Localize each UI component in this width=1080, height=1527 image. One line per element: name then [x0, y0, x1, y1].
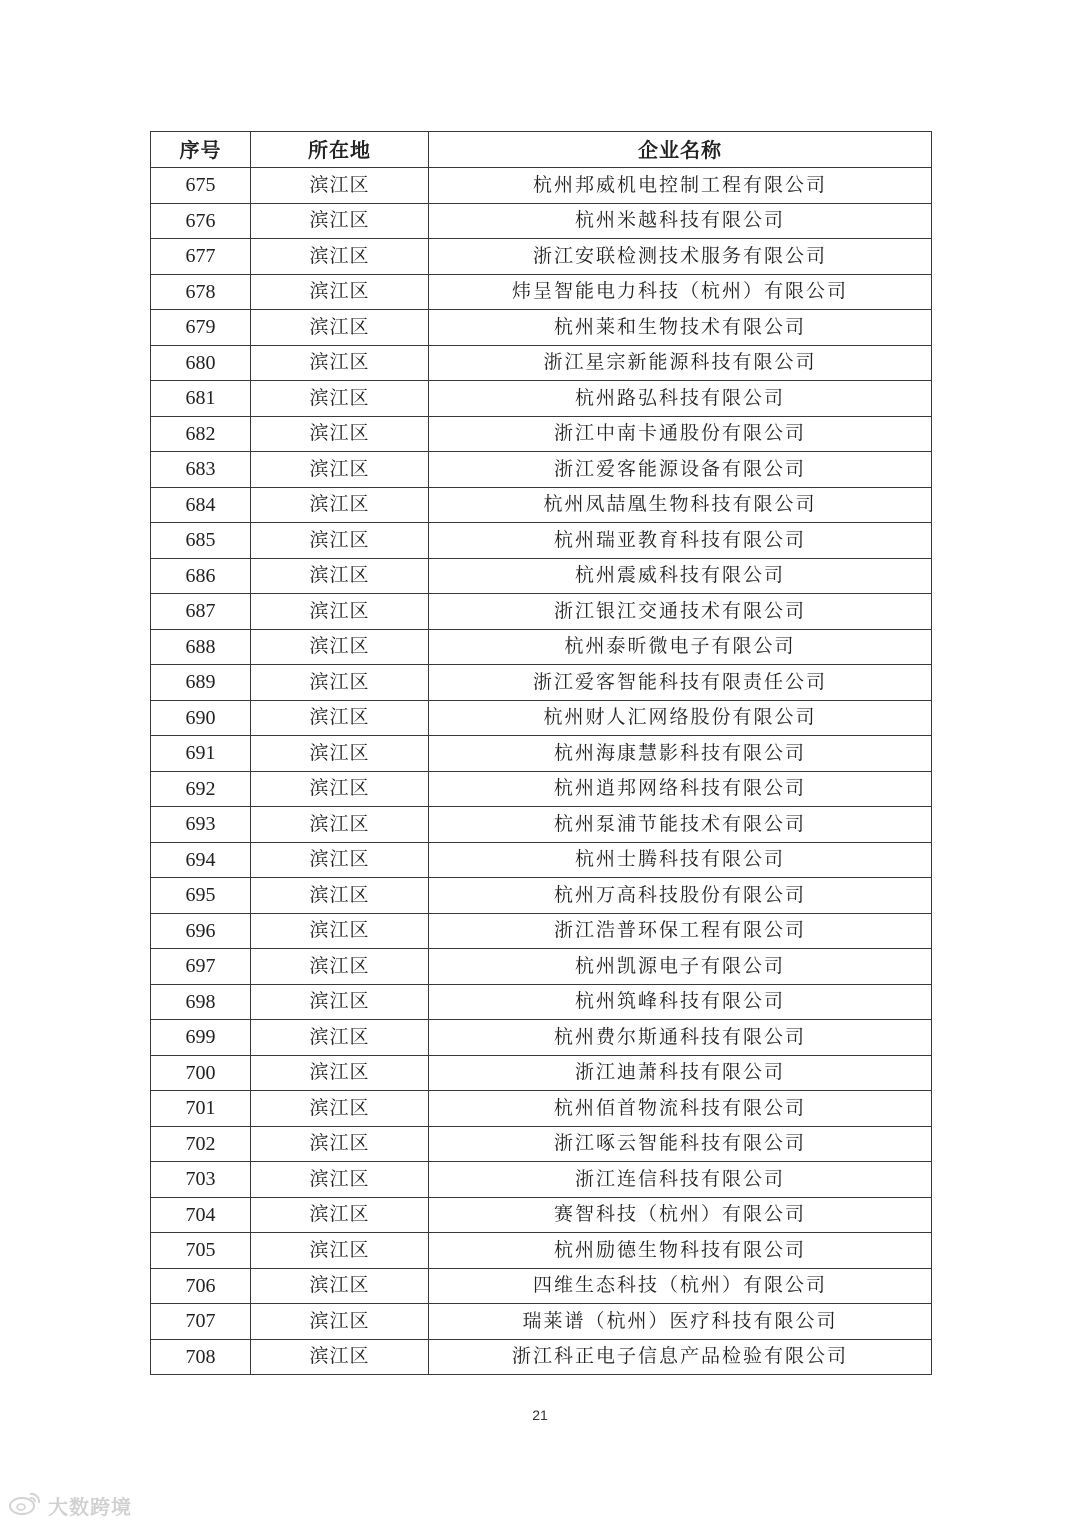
cell-company-name: 浙江爱客能源设备有限公司	[429, 452, 932, 488]
cell-serial-number: 675	[151, 168, 251, 204]
cell-company-name: 杭州路弘科技有限公司	[429, 381, 932, 417]
cell-location: 滨江区	[251, 594, 429, 630]
cell-company-name: 杭州励德生物科技有限公司	[429, 1233, 932, 1269]
cell-serial-number: 706	[151, 1268, 251, 1304]
cell-company-name: 浙江中南卡通股份有限公司	[429, 416, 932, 452]
header-company-name: 企业名称	[429, 132, 932, 168]
table-row	[151, 1233, 932, 1269]
table-row	[151, 1162, 932, 1198]
cell-location: 滨江区	[251, 1268, 429, 1304]
cell-company-name: 杭州万高科技股份有限公司	[429, 878, 932, 914]
cell-serial-number: 696	[151, 913, 251, 949]
watermark-text: 大数跨境	[48, 1494, 132, 1519]
cell-company-name: 杭州筑峰科技有限公司	[429, 984, 932, 1020]
table-row	[151, 736, 932, 772]
table-row	[151, 558, 932, 594]
cell-serial-number: 683	[151, 452, 251, 488]
cell-company-name: 杭州逍邦网络科技有限公司	[429, 771, 932, 807]
cell-location: 滨江区	[251, 984, 429, 1020]
cell-company-name: 杭州佰首物流科技有限公司	[429, 1091, 932, 1127]
cell-serial-number: 682	[151, 416, 251, 452]
cell-location: 滨江区	[251, 736, 429, 772]
cell-location: 滨江区	[251, 310, 429, 346]
table-row	[151, 168, 932, 204]
cell-serial-number: 687	[151, 594, 251, 630]
cell-company-name: 杭州士腾科技有限公司	[429, 842, 932, 878]
cell-company-name: 杭州凤喆凰生物科技有限公司	[429, 487, 932, 523]
page-number: 21	[532, 1407, 548, 1423]
weibo-logo-icon	[8, 1490, 42, 1520]
table-row	[151, 1091, 932, 1127]
cell-company-name: 杭州泰昕微电子有限公司	[429, 629, 932, 665]
cell-serial-number: 677	[151, 239, 251, 275]
table-row	[151, 1055, 932, 1091]
cell-serial-number: 697	[151, 949, 251, 985]
cell-serial-number: 689	[151, 665, 251, 701]
cell-location: 滨江区	[251, 1055, 429, 1091]
cell-location: 滨江区	[251, 416, 429, 452]
table-row	[151, 984, 932, 1020]
cell-company-name: 杭州莱和生物技术有限公司	[429, 310, 932, 346]
table-row	[151, 381, 932, 417]
cell-location: 滨江区	[251, 913, 429, 949]
cell-company-name: 杭州费尔斯通科技有限公司	[429, 1020, 932, 1056]
cell-location: 滨江区	[251, 842, 429, 878]
table-row	[151, 416, 932, 452]
cell-location: 滨江区	[251, 1091, 429, 1127]
cell-company-name: 瑞莱谱（杭州）医疗科技有限公司	[429, 1304, 932, 1340]
cell-location: 滨江区	[251, 1339, 429, 1375]
table-row	[151, 1126, 932, 1162]
cell-company-name: 浙江安联检测技术服务有限公司	[429, 239, 932, 275]
cell-location: 滨江区	[251, 1020, 429, 1056]
cell-serial-number: 685	[151, 523, 251, 559]
table-row	[151, 239, 932, 275]
cell-serial-number: 700	[151, 1055, 251, 1091]
table-row	[151, 842, 932, 878]
enterprise-table	[150, 131, 932, 1375]
cell-location: 滨江区	[251, 1233, 429, 1269]
table-row	[151, 274, 932, 310]
cell-company-name: 浙江爱客智能科技有限责任公司	[429, 665, 932, 701]
cell-serial-number: 702	[151, 1126, 251, 1162]
cell-serial-number: 686	[151, 558, 251, 594]
cell-serial-number: 705	[151, 1233, 251, 1269]
table-row	[151, 345, 932, 381]
cell-location: 滨江区	[251, 345, 429, 381]
cell-serial-number: 693	[151, 807, 251, 843]
table-row	[151, 665, 932, 701]
cell-company-name: 浙江连信科技有限公司	[429, 1162, 932, 1198]
cell-serial-number: 690	[151, 700, 251, 736]
table-row	[151, 629, 932, 665]
cell-location: 滨江区	[251, 665, 429, 701]
table-body	[151, 168, 932, 1375]
table-header-row	[151, 132, 932, 168]
cell-serial-number: 678	[151, 274, 251, 310]
cell-company-name: 炜呈智能电力科技（杭州）有限公司	[429, 274, 932, 310]
cell-serial-number: 679	[151, 310, 251, 346]
cell-location: 滨江区	[251, 629, 429, 665]
cell-company-name: 浙江啄云智能科技有限公司	[429, 1126, 932, 1162]
table-row	[151, 523, 932, 559]
table-row	[151, 594, 932, 630]
table-row	[151, 1268, 932, 1304]
cell-company-name: 杭州海康慧影科技有限公司	[429, 736, 932, 772]
cell-location: 滨江区	[251, 1304, 429, 1340]
cell-company-name: 杭州财人汇网络股份有限公司	[429, 700, 932, 736]
table-row	[151, 452, 932, 488]
cell-location: 滨江区	[251, 949, 429, 985]
cell-company-name: 浙江浩普环保工程有限公司	[429, 913, 932, 949]
cell-location: 滨江区	[251, 878, 429, 914]
cell-location: 滨江区	[251, 487, 429, 523]
cell-serial-number: 703	[151, 1162, 251, 1198]
cell-location: 滨江区	[251, 771, 429, 807]
table-row	[151, 807, 932, 843]
cell-serial-number: 692	[151, 771, 251, 807]
cell-location: 滨江区	[251, 523, 429, 559]
table-row	[151, 700, 932, 736]
cell-location: 滨江区	[251, 274, 429, 310]
cell-company-name: 浙江银江交通技术有限公司	[429, 594, 932, 630]
cell-company-name: 杭州米越科技有限公司	[429, 203, 932, 239]
cell-company-name: 杭州泵浦节能技术有限公司	[429, 807, 932, 843]
table-row	[151, 913, 932, 949]
table-row	[151, 1020, 932, 1056]
table-row	[151, 771, 932, 807]
cell-company-name: 杭州凯源电子有限公司	[429, 949, 932, 985]
table-row	[151, 1197, 932, 1233]
cell-company-name: 四维生态科技（杭州）有限公司	[429, 1268, 932, 1304]
cell-serial-number: 708	[151, 1339, 251, 1375]
cell-company-name: 浙江迪萧科技有限公司	[429, 1055, 932, 1091]
cell-serial-number: 684	[151, 487, 251, 523]
cell-serial-number: 680	[151, 345, 251, 381]
cell-serial-number: 698	[151, 984, 251, 1020]
table-row	[151, 487, 932, 523]
cell-serial-number: 688	[151, 629, 251, 665]
cell-location: 滨江区	[251, 239, 429, 275]
cell-company-name: 杭州震威科技有限公司	[429, 558, 932, 594]
cell-location: 滨江区	[251, 1162, 429, 1198]
cell-location: 滨江区	[251, 168, 429, 204]
cell-location: 滨江区	[251, 807, 429, 843]
cell-serial-number: 691	[151, 736, 251, 772]
watermark	[8, 1490, 132, 1520]
table-row	[151, 203, 932, 239]
cell-serial-number: 676	[151, 203, 251, 239]
cell-serial-number: 707	[151, 1304, 251, 1340]
cell-serial-number: 695	[151, 878, 251, 914]
cell-location: 滨江区	[251, 1197, 429, 1233]
header-location: 所在地	[251, 132, 429, 168]
table-row	[151, 878, 932, 914]
cell-location: 滨江区	[251, 558, 429, 594]
table-row	[151, 1304, 932, 1340]
header-serial-number: 序号	[151, 132, 251, 168]
table-row	[151, 1339, 932, 1375]
cell-serial-number: 701	[151, 1091, 251, 1127]
cell-company-name: 浙江星宗新能源科技有限公司	[429, 345, 932, 381]
table-row	[151, 949, 932, 985]
cell-serial-number: 699	[151, 1020, 251, 1056]
cell-location: 滨江区	[251, 203, 429, 239]
cell-company-name: 浙江科正电子信息产品检验有限公司	[429, 1339, 932, 1375]
cell-serial-number: 704	[151, 1197, 251, 1233]
cell-company-name: 杭州瑞亚教育科技有限公司	[429, 523, 932, 559]
cell-company-name: 杭州邦威机电控制工程有限公司	[429, 168, 932, 204]
cell-serial-number: 694	[151, 842, 251, 878]
cell-location: 滨江区	[251, 381, 429, 417]
cell-location: 滨江区	[251, 1126, 429, 1162]
cell-location: 滨江区	[251, 700, 429, 736]
cell-company-name: 赛智科技（杭州）有限公司	[429, 1197, 932, 1233]
cell-location: 滨江区	[251, 452, 429, 488]
table-row	[151, 310, 932, 346]
cell-serial-number: 681	[151, 381, 251, 417]
